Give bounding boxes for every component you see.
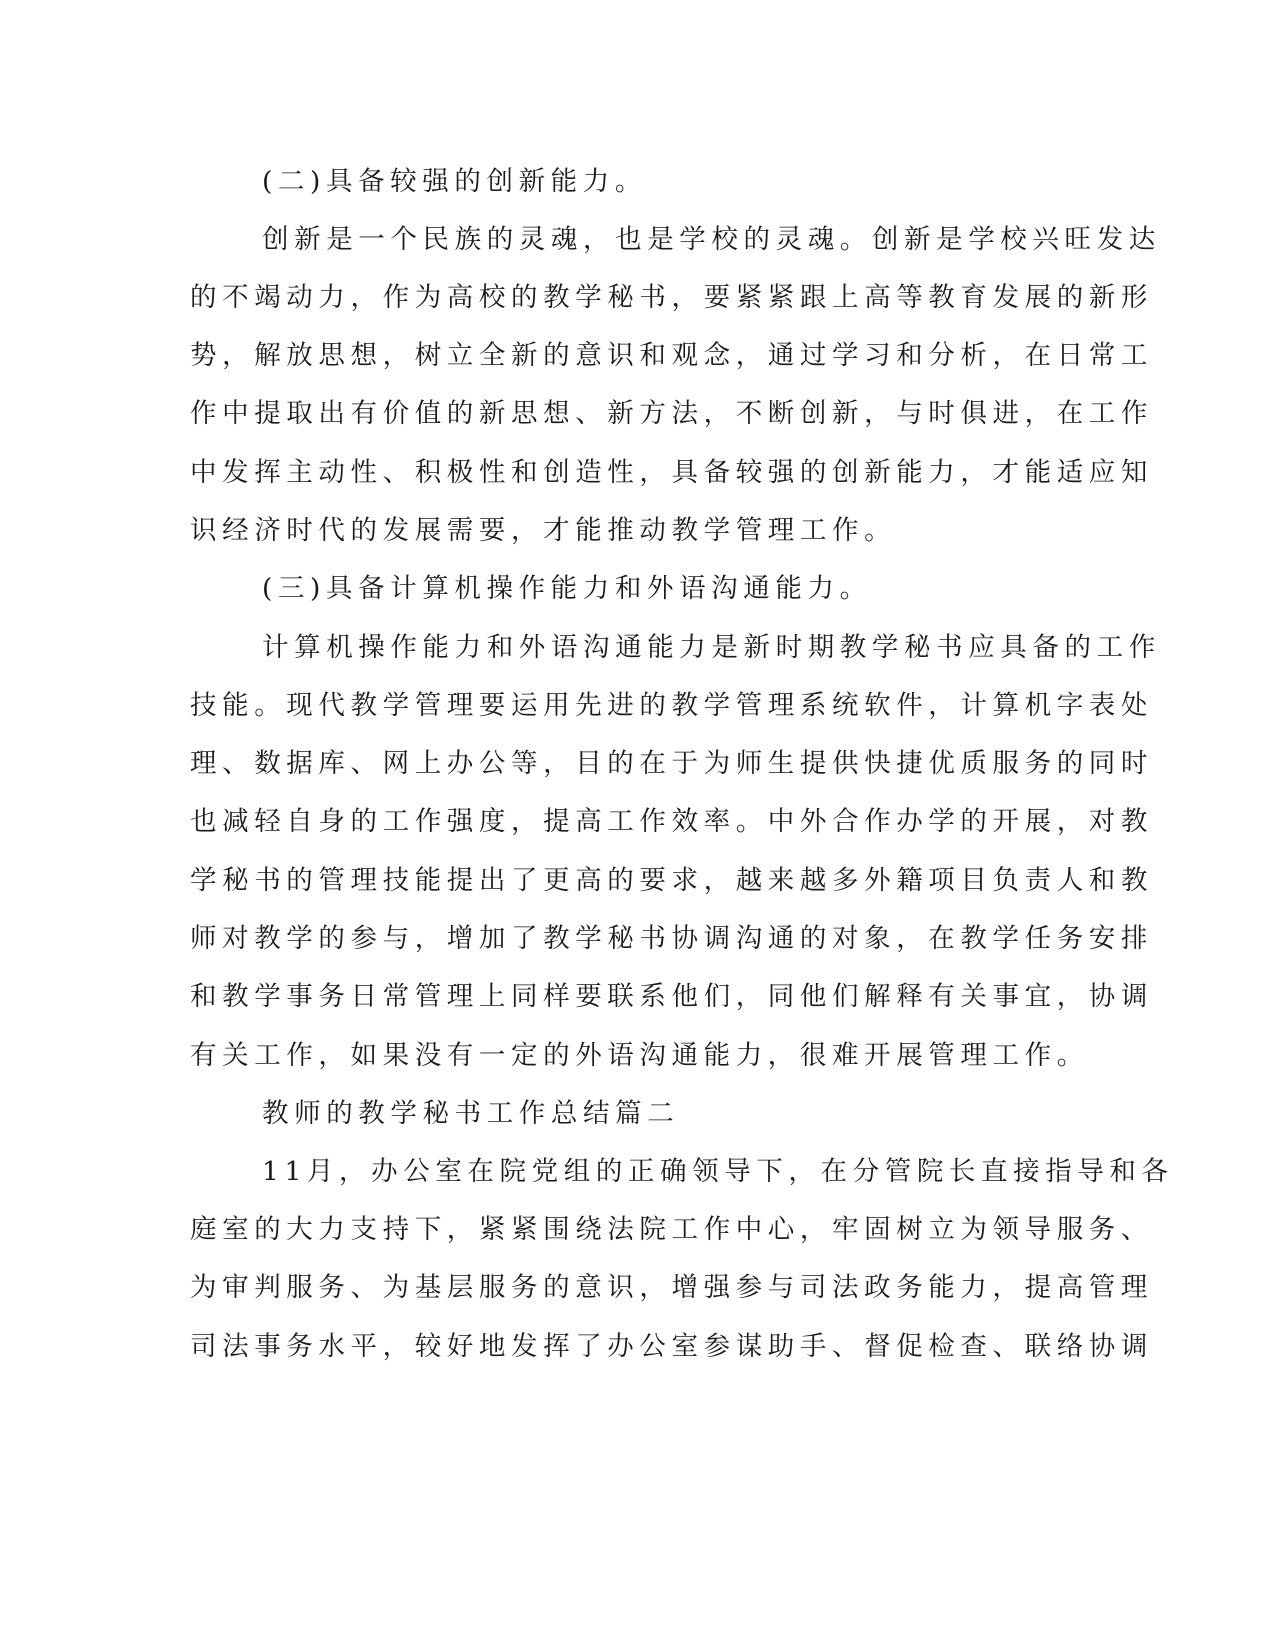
section-heading-computer-language: (三)具备计算机操作能力和外语沟通能力。 (262, 573, 872, 604)
paragraph-line: 理、数据库、网上办公等，目的在于为师生提供快捷优质服务的同时 (190, 748, 1153, 779)
paragraph-line: 庭室的大力支持下，紧紧围绕法院工作中心，牢固树立为领导服务、 (190, 1214, 1153, 1245)
paragraph-line: 11月，办公室在院党组的正确领导下，在分管院长直接指导和各 (262, 1156, 1174, 1187)
paragraph-line: 有关工作，如果没有一定的外语沟通能力，很难开展管理工作。 (190, 1040, 1089, 1071)
paragraph-line: 中发挥主动性、积极性和创造性，具备较强的创新能力，才能适应知 (190, 457, 1153, 488)
paragraph-line: 识经济时代的发展需要，才能推动教学管理工作。 (190, 515, 897, 546)
section-heading-innovation: (二)具备较强的创新能力。 (262, 166, 647, 197)
paragraph-line: 的不竭动力，作为高校的教学秘书，要紧紧跟上高等教育发展的新形 (190, 282, 1153, 313)
paragraph-line: 学秘书的管理技能提出了更高的要求，越来越多外籍项目负责人和教 (190, 865, 1153, 896)
paragraph-line: 计算机操作能力和外语沟通能力是新时期教学秘书应具备的工作 (262, 632, 1161, 663)
paragraph-line: 创新是一个民族的灵魂，也是学校的灵魂。创新是学校兴旺发达 (262, 224, 1161, 255)
paragraph-line: 师对教学的参与，增加了教学秘书协调沟通的对象，在教学任务安排 (190, 923, 1153, 954)
article-heading: 教师的教学秘书工作总结篇二 (262, 1098, 680, 1129)
paragraph-line: 和教学事务日常管理上同样要联系他们，同他们解释有关事宜，协调 (190, 981, 1153, 1012)
paragraph-line: 为审判服务、为基层服务的意识，增强参与司法政务能力，提高管理 (190, 1272, 1153, 1303)
paragraph-line: 技能。现代教学管理要运用先进的教学管理系统软件，计算机字表处 (190, 690, 1153, 721)
paragraph-line: 作中提取出有价值的新思想、新方法，不断创新，与时俱进，在工作 (190, 398, 1153, 429)
paragraph-line: 司法事务水平，较好地发挥了办公室参谋助手、督促检查、联络协调 (190, 1331, 1153, 1362)
paragraph-line: 势，解放思想，树立全新的意识和观念，通过学习和分析，在日常工 (190, 340, 1153, 371)
paragraph-line: 也减轻自身的工作强度，提高工作效率。中外合作办学的开展，对教 (190, 806, 1153, 837)
